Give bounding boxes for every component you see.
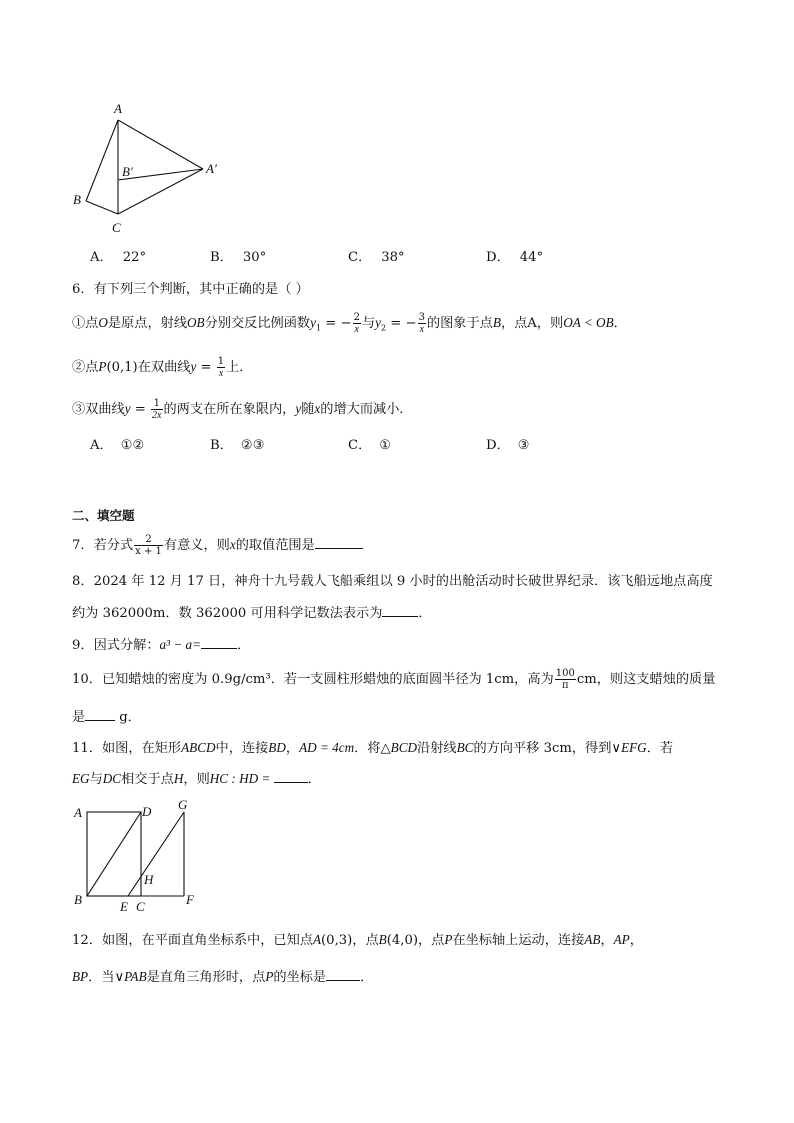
q5-label-a: A <box>114 101 122 116</box>
section-heading: 二、填空题 <box>72 508 135 523</box>
q8-answer-blank[interactable] <box>382 602 418 617</box>
question-12-line-1: 12．如图，在平面直角坐标系中，已知点A(0,3)，点B(4,0)，点P在坐标轴上运动，连接AB，AP， <box>72 932 643 948</box>
question-8-line-1: 8．2024 年 12 月 17 日，神舟十九号载人飞船乘组以 9 小时的出舱活动时长破世界纪录．该飞船远地点高度 <box>72 574 713 589</box>
q5-option-b[interactable]: B． 30° <box>210 250 267 265</box>
q6-stem: 6．有下列三个判断，其中正确的是（ ） <box>72 282 309 297</box>
q5-option-d[interactable]: D． 44° <box>486 250 544 265</box>
q6-option-a[interactable]: A． ①② <box>90 438 145 453</box>
q5-option-c[interactable]: C． 38° <box>348 250 405 265</box>
q5-label-c: C <box>112 220 121 235</box>
q9-answer-blank[interactable] <box>201 634 237 649</box>
question-12-line-2: BP．当∨PAB是直角三角形时，点P的坐标是 ． <box>72 966 373 988</box>
q11-label-g: G <box>178 797 188 812</box>
q6-statement-1: ①点O是原点，射线OB分别交反比例函数$y_1$ = − $\frac{2}{x}$ 与$y_2$ = − $\frac{3}{x}$ 的图象于点B，点A，则OA < OB． <box>72 312 627 335</box>
q6-statement-3: ③双曲线y = $\frac{1}{2x}$ 的两支在所在象限内，y随x的增大而减小． <box>72 398 413 421</box>
q6-option-d[interactable]: D． ③ <box>486 438 530 453</box>
q11-label-d: D <box>142 804 152 819</box>
q11-rectangle-figure <box>68 796 208 918</box>
q11-label-e: E <box>120 899 128 914</box>
q5-option-a[interactable]: A． 22° <box>90 250 147 265</box>
q11-label-h: H <box>144 872 154 887</box>
q11-label-f: F <box>186 892 194 907</box>
question-11-line-1: 11．如图，在矩形ABCD中，连接BD，AD = 4cm．将△BCD沿射线BC的方向平移 3cm，得到∨EFG．若 <box>72 740 674 756</box>
q5-label-bprime: B′ <box>122 164 133 179</box>
q11-answer-blank[interactable] <box>274 768 308 783</box>
question-11-line-2: EG与DC相交于点H，则HC : HD = ． <box>72 768 321 790</box>
q11-label-c: C <box>136 899 145 914</box>
q5-triangle-figure <box>66 96 236 241</box>
question-7: 7．若分式 $\frac{2}{x + 1}$ 有意义，则x的取值范围是 <box>72 534 363 557</box>
q5-label-aprime: A′ <box>206 161 217 176</box>
question-9: 9．因式分解：a³ − a= ． <box>72 634 250 656</box>
q10-answer-blank[interactable] <box>85 706 115 721</box>
q6-statement-2: ②点P(0,1)在双曲线y = $\frac{1}{x}$ 上． <box>72 356 253 379</box>
q11-label-b: B <box>74 892 82 907</box>
question-10-line-1: 10．已知蜡烛的密度为 0.9g/cm³．若一支圆柱形蜡烛的底面圆半径为 1cm，高为 $\frac{100}{\pi}$ cm，则这支蜡烛的质量 <box>72 668 716 691</box>
question-10-line-2: 是 g． <box>72 706 141 728</box>
q11-label-a: A <box>74 805 82 820</box>
question-8-line-2: 约为 362000m．数 362000 可用科学记数法表示为 ． <box>72 602 432 624</box>
q12-answer-blank[interactable] <box>326 966 360 981</box>
q6-option-c[interactable]: C． ① <box>348 438 392 453</box>
q7-answer-blank[interactable] <box>315 534 363 549</box>
q6-option-b[interactable]: B． ②③ <box>210 438 265 453</box>
q5-label-b: B <box>73 192 81 207</box>
